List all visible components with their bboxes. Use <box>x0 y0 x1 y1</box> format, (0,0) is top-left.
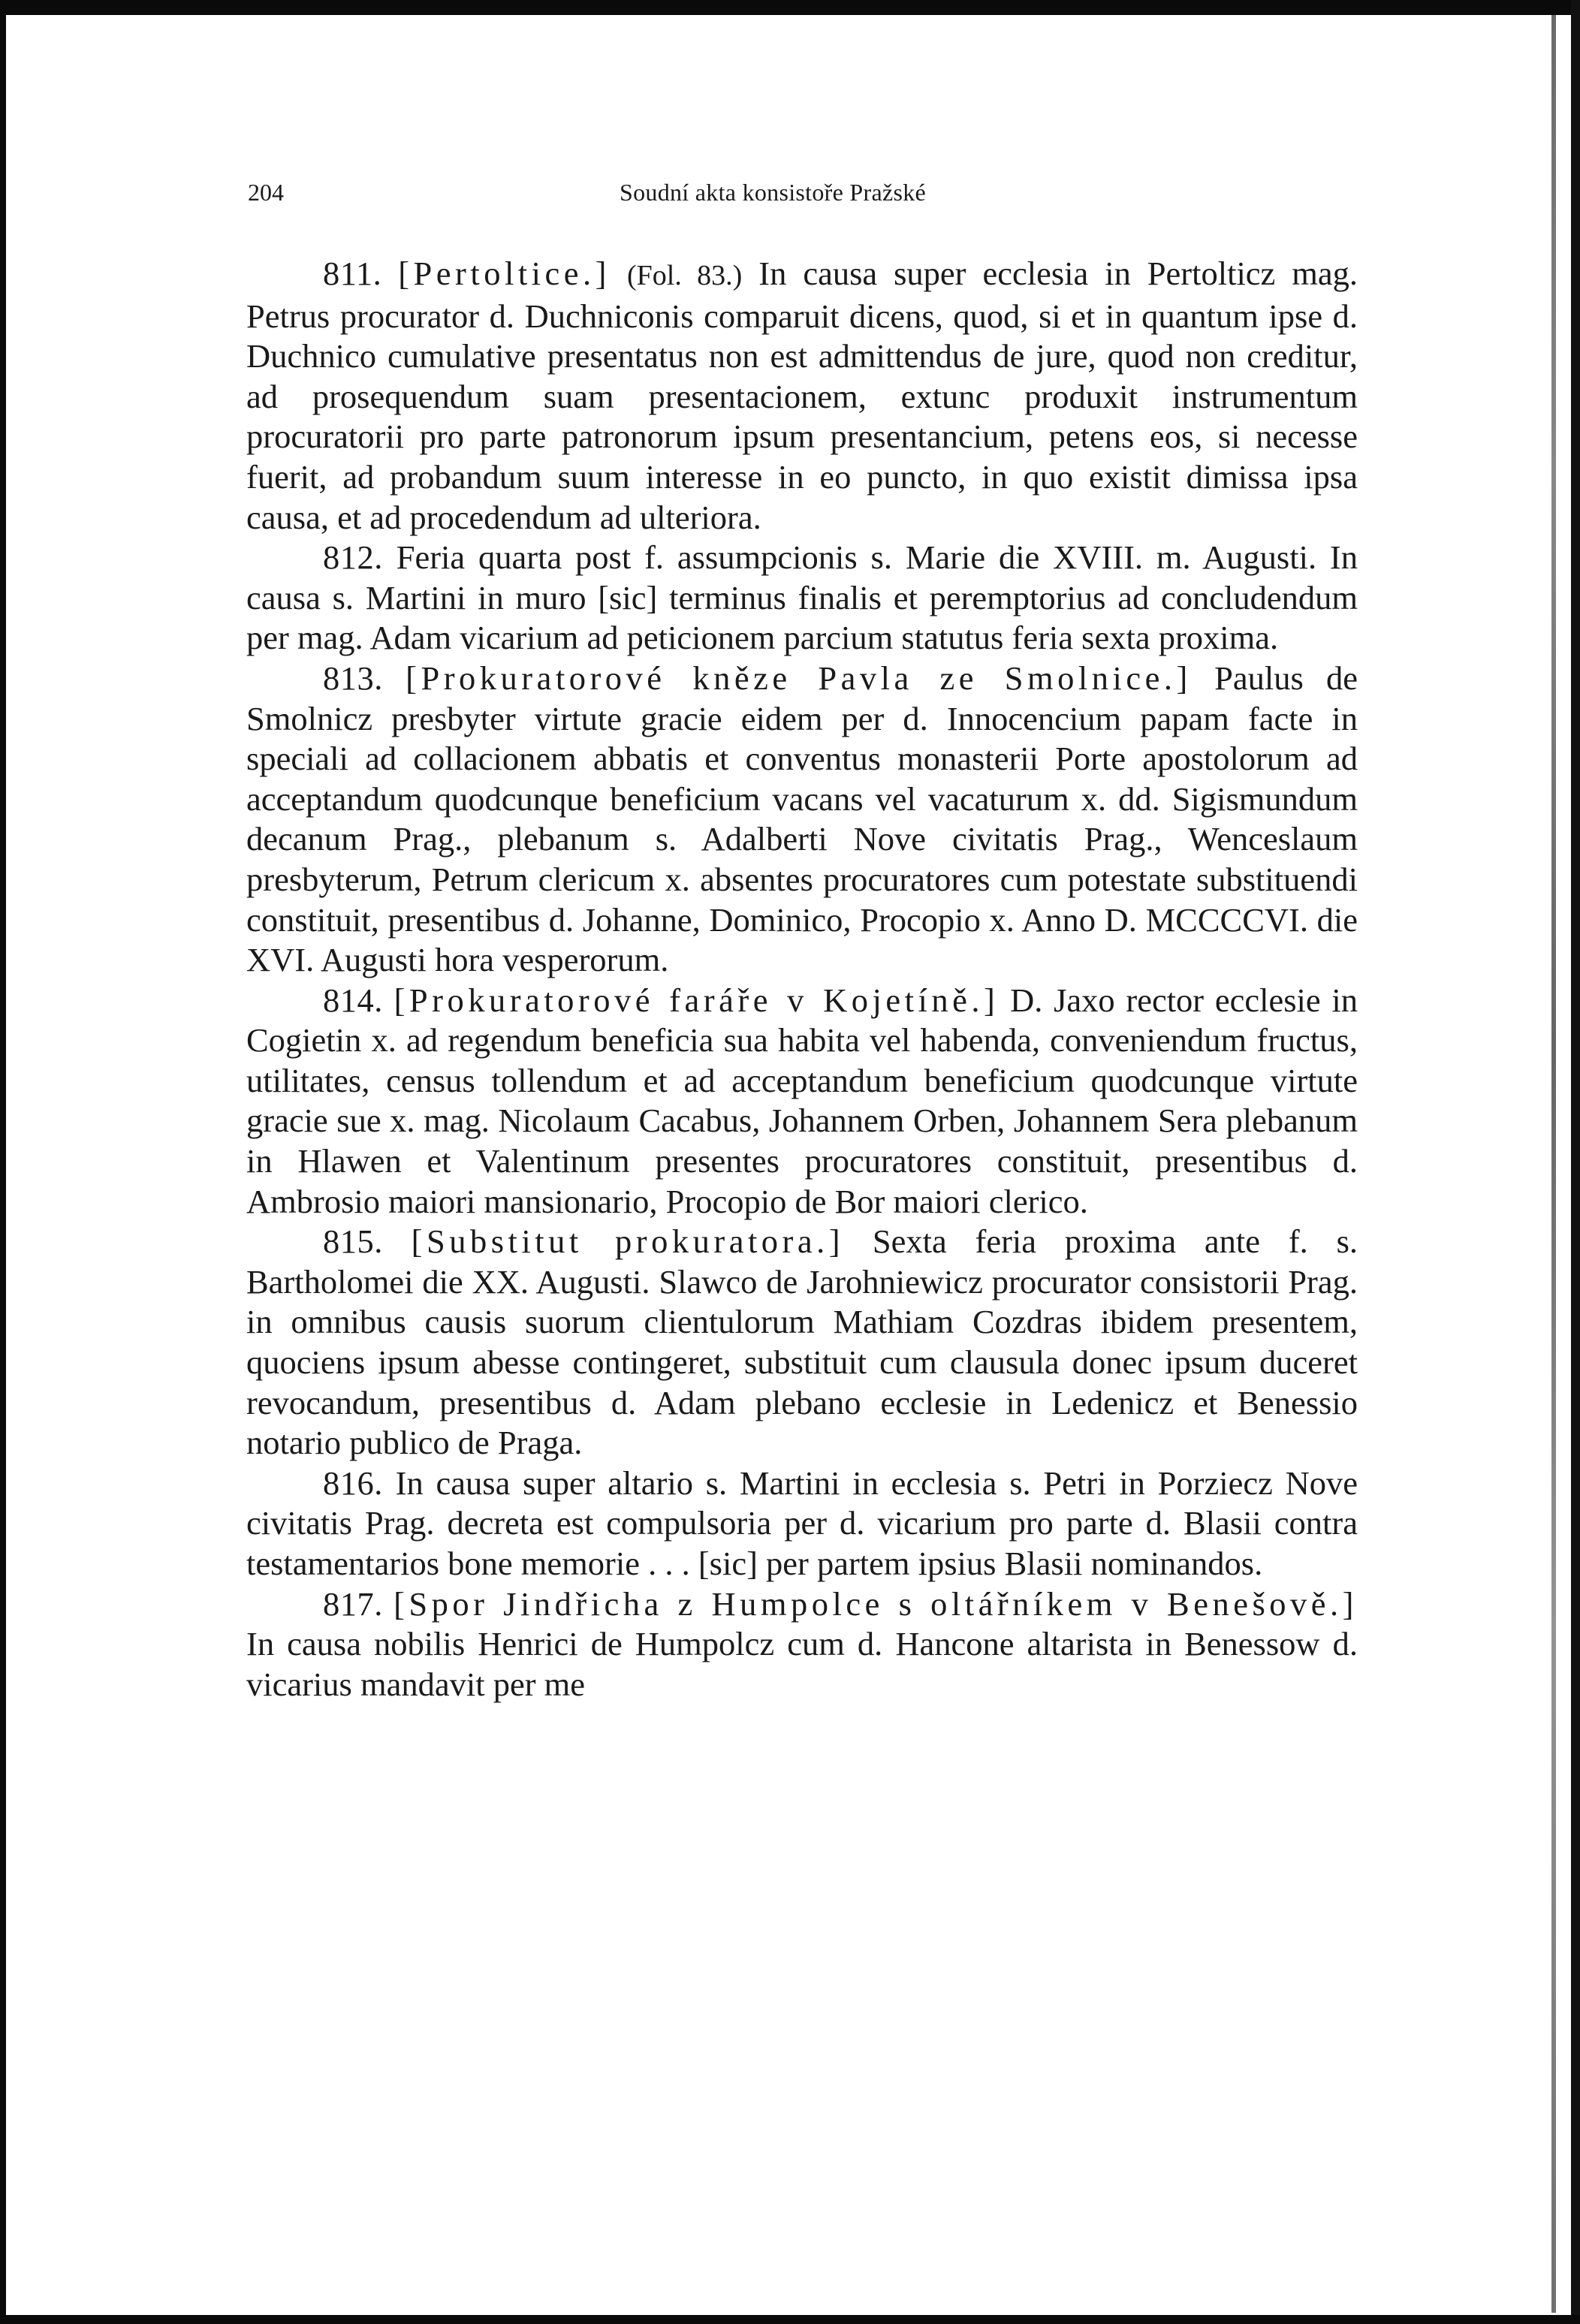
page-header <box>248 174 1029 210</box>
entry-number: 812. <box>323 538 383 577</box>
entry-number: 817. <box>323 1584 383 1623</box>
entry-rubric: [Spor Jindřicha z Humpolce s oltářníkem v Benešově.] <box>393 1584 1358 1623</box>
entry-text: Paulus de Smolnicz presbyter virtute gracie eidem per d. Innocencium papam facte in speciali ad collacionem abbatis et conventus monasterii Porte apostolorum ad acceptandum quodcunque beneficium vacans vel vacaturum x. dd. Sigismundum decanum Prag., plebanum s. Adalberti Nove civitatis Prag., Wenceslaum presbyterum, Petrum clericum x. absentes procuratores cum potestate substituendi constituit, presentibus d. Johanne, Dominico, Procopio x. Anno D. MCCCCVI. die XVI. Augusti hora vesperorum. <box>246 659 1358 979</box>
entry-815 <box>246 1222 1358 1463</box>
scan-border-right <box>1571 0 1580 2324</box>
entry-814 <box>246 981 1358 1222</box>
entry-811 <box>246 254 1358 538</box>
entry-816 <box>246 1463 1358 1584</box>
page-edge-shadow <box>1551 15 1556 2313</box>
entry-rubric: [Prokuratorové faráře v Kojetíně.] <box>393 981 1000 1019</box>
running-title: Soudní akta konsistoře Pražské <box>620 179 927 206</box>
entry-text: Feria quarta post f. assumpcionis s. Marie die XVIII. m. Augusti. In causa s. Martini in muro [sic] terminus finalis et peremptorius ad concludendum per mag. Adam vicarium ad peticionem parcium statutus feria sexta proxima. <box>246 538 1358 657</box>
entry-number: 813. <box>323 659 383 697</box>
entry-number: 811. <box>323 255 382 292</box>
entry-rubric: [Prokuratorové kněze Pavla ze Smolnice.] <box>406 659 1192 697</box>
entry-number: 816. <box>323 1463 383 1502</box>
page-number: 204 <box>248 179 284 206</box>
entry-text: Sexta feria proxima ante f. s. Bartholomei die XX. Augusti. Slawco de Jarohniewicz procurator consistorii Prag. in omnibus causis suorum clientulorum Mathiam Cozdras ibidem presentem, quociens ipsum abesse contingeret, substituit cum clausula donec ipsum duceret revocandum, presentibus d. Adam plebano ecclesie in Ledenicz et Benessio notario publico de Praga. <box>246 1222 1358 1462</box>
entry-813 <box>246 659 1358 981</box>
entry-812 <box>246 538 1358 659</box>
scan-border-left <box>0 0 6 2324</box>
entry-817 <box>246 1584 1358 1705</box>
entry-number: 814. <box>323 981 383 1019</box>
entry-text: D. Jaxo rector ecclesie in Cogietin x. ad regendum beneficia sua habita vel habenda, conveniendum fructus, utilitates, census tollendum et ad acceptandum beneficium quodcunque virtute gracie sue x. mag. Nicolaum Cacabus, Johannem Orben, Johannem Sera plebanum in Hlawen et Valentinum presentes procuratores constituit, presentibus d. Ambrosio maiori mansionario, Procopio de Bor maiori clerico. <box>246 981 1358 1220</box>
scan-border-top <box>0 0 1580 15</box>
entry-text: In causa nobilis Henrici de Humpolcz cum d. Hancone altarista in Benessow d. vicarius mandavit per me <box>246 1625 1358 1703</box>
entry-rubric: [Pertoltice.] <box>398 255 611 292</box>
folio-reference: (Fol. 83.) <box>626 260 743 291</box>
entry-text: In causa super altario s. Martini in ecclesia s. Petri in Porziecz Nove civitatis Prag. decreta est compulsoria per d. vicarium pro parte d. Blasii contra testamentarios bone memorie . . . [sic] per partem ipsius Blasii nominandos. <box>246 1463 1358 1582</box>
entry-text: In causa super ecclesia in Pertolticz mag. Petrus procurator d. Duchniconis comparuit dicens, quod, si et in quantum ipse d. Duchnico cumulative presentatus non est admittendus de jure, quod non creditur, ad prosequendum suam presentacionem, extunc produxit instrumentum procuratorii pro parte patronorum ipsum presentancium, petens eos, si necesse fuerit, ad probandum suum interesse in eo puncto, in quo existit dimissa ipsa causa, et ad procedendum ad ulteriora. <box>246 255 1358 536</box>
entry-rubric: [Substitut prokuratora.] <box>411 1222 845 1261</box>
document-body <box>246 254 1358 1705</box>
entry-number: 815. <box>323 1222 383 1261</box>
scan-border-bottom <box>0 2315 1580 2324</box>
